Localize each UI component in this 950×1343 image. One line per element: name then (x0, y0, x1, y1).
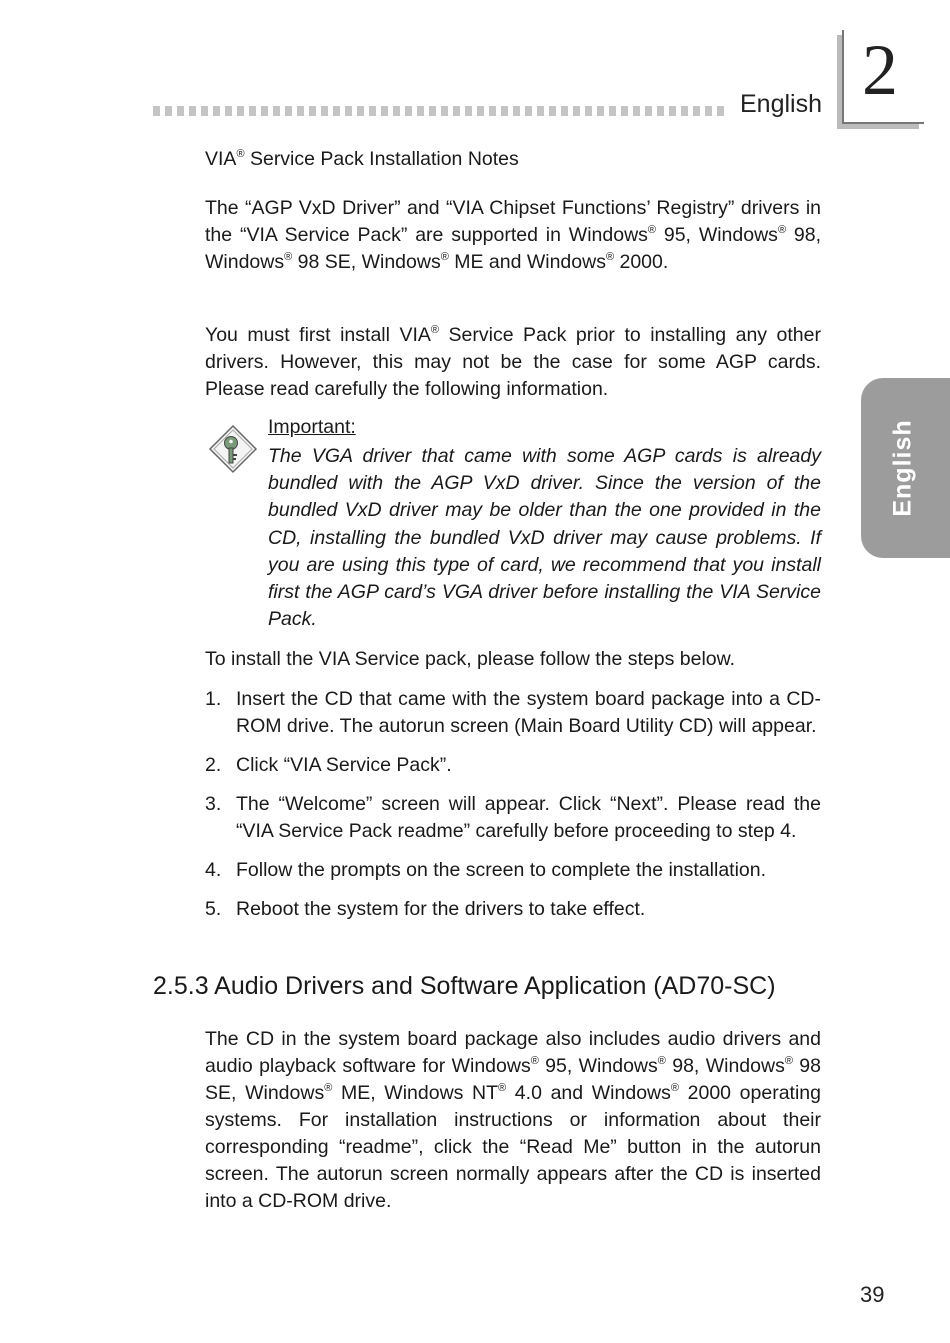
header-language-label: English (740, 90, 822, 118)
side-tab-label: English (888, 419, 917, 517)
section-title: VIA® Service Pack Installation Notes (205, 148, 519, 170)
important-note-icon (208, 424, 258, 474)
list-item: 1. Insert the CD that came with the system board package into a CD-ROM drive. The autorun screen (Main Board Utility CD) will appear. (205, 688, 821, 737)
list-item: 4. Follow the prompts on the screen to complete the installation. (205, 859, 767, 881)
chapter-number: 2 (862, 30, 898, 110)
install-steps-list (205, 686, 821, 935)
header-dotted-rule (153, 106, 728, 116)
page-number: 39 (860, 1282, 885, 1307)
list-item: 5. Reboot the system for the drivers to take effect. (205, 898, 646, 920)
paragraph-steps-intro: To install the VIA Service pack, please follow the steps below. (205, 648, 736, 670)
list-item: 3. The “Welcome” screen will appear. Click “Next”. Please read the “VIA Service Pack readme” carefully before proceeding to step 4. (205, 793, 821, 842)
paragraph-supported-os: The “AGP VxD Driver” and “VIA Chipset Functions’ Registry” drivers in the “VIA Service Pack” are supported in Windows® 95, Windows® 98, Windows® 98 SE, Windows® ME and Windows® 2000. (205, 197, 821, 273)
important-body: The VGA driver that came with some AGP cards is already bundled with the AGP VxD driver. Since the version of the bundled VxD driver may be older than the one provided in the CD, installing the bundled VxD driver may cause problems. If you are using this type of card, we recommend that you install first the AGP card’s VGA driver before installing the VIA Service Pack. (268, 445, 821, 631)
subsection-title: 2.5.3 Audio Drivers and Software Application (AD70-SC) (153, 972, 776, 1000)
paragraph-install-first: You must first install VIA® Service Pack prior to installing any other drivers. However, this may not be the case for some AGP cards. Please read carefully the following information. (205, 324, 821, 400)
list-item: 2. Click “VIA Service Pack”. (205, 754, 452, 776)
important-title: Important: (268, 416, 356, 438)
paragraph-audio-drivers: The CD in the system board package also includes audio drivers and audio playback software for Windows® 95, Windows® 98, Windows® 98 SE, Windows® ME, Windows NT® 4.0 and Windows® 2000 operating systems. For installation instructions or information about their corresponding “readme”, click the “Read Me” button in the autorun screen. The autorun screen normally appears after the CD is inserted into a CD-ROM drive. (205, 1028, 821, 1212)
